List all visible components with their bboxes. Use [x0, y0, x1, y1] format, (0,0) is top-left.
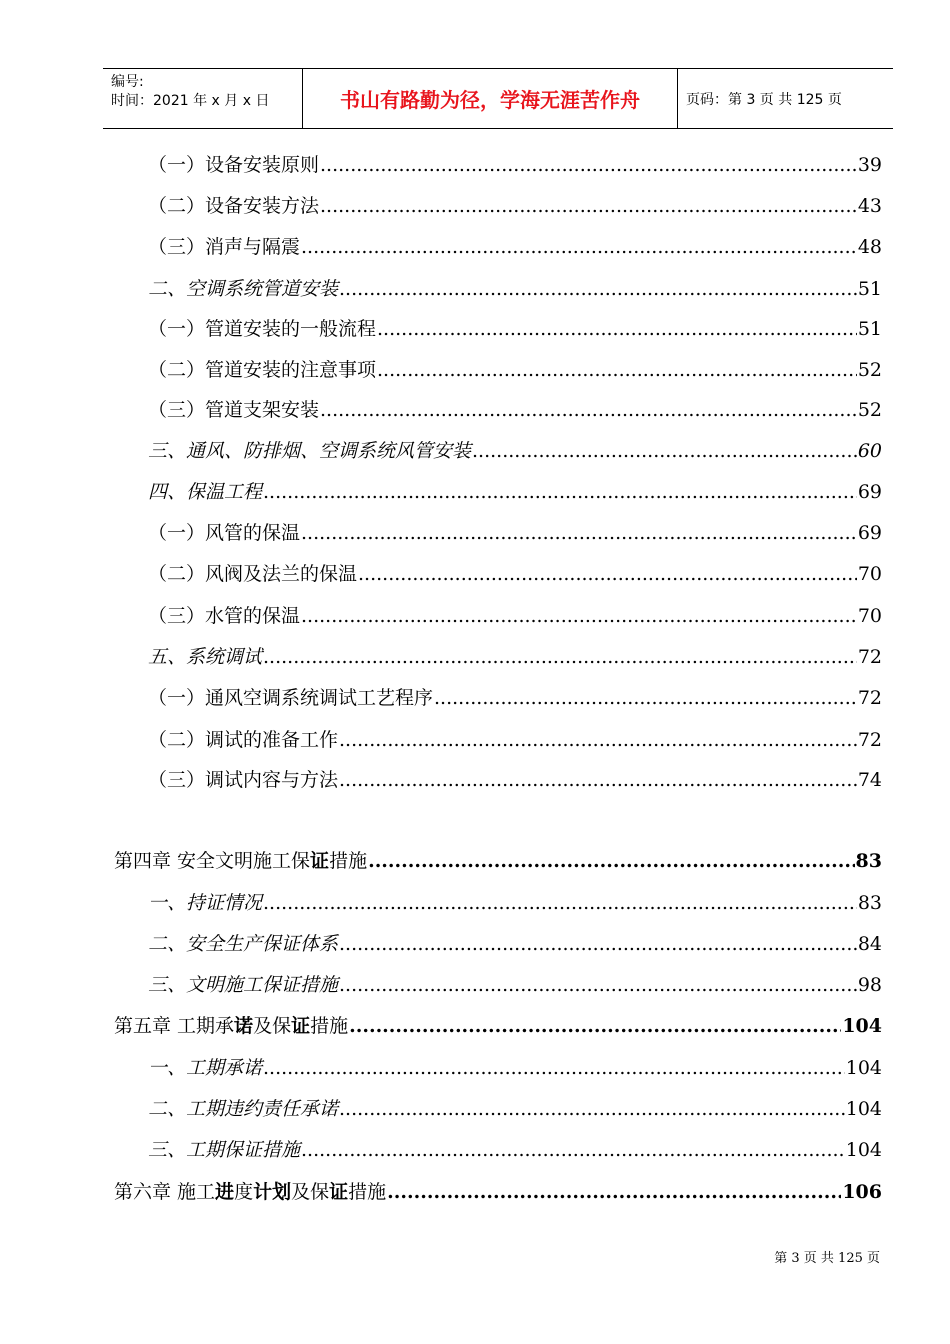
- toc-entry[interactable]: 五、系统调试 ..... 72: [148, 644, 882, 670]
- header-motto: 书山有路勤为径，学海无涯苦作舟: [303, 69, 678, 128]
- toc-entry[interactable]: 一、工期承诺 ..... 104: [148, 1055, 882, 1081]
- toc-entry[interactable]: 二、空调系统管道安装 ..... 51: [148, 276, 882, 302]
- toc-entry[interactable]: 四、保温工程 ..... 69: [148, 479, 882, 505]
- page-header: [103, 68, 893, 129]
- toc-entry[interactable]: 三、文明施工保证措施 ..... 98: [148, 972, 882, 998]
- toc-entry[interactable]: （一）通风空调系统调试工艺程序 ..... 72: [148, 685, 882, 711]
- toc-entry[interactable]: 三、工期保证措施 ..... 104: [148, 1137, 882, 1163]
- toc-chapter[interactable]: 第五章 工期承诺及保证措施 ..... 104: [114, 1013, 882, 1039]
- toc-entry[interactable]: 二、安全生产保证体系 ..... 84: [148, 931, 882, 957]
- toc-entry[interactable]: （二）调试的准备工作 ..... 72: [148, 727, 882, 753]
- toc-entry[interactable]: 一、持证情况 ..... 83: [148, 890, 882, 916]
- toc-entry[interactable]: （二）管道安装的注意事项 ..... 52: [148, 357, 882, 383]
- toc-entry[interactable]: 二、工期违约责任承诺 ..... 104: [148, 1096, 882, 1122]
- toc-entry[interactable]: 三、通风、防排烟、空调系统风管安装 ..... 60: [148, 438, 882, 464]
- document-time: 时间：2021 年 x 月 x 日: [111, 93, 270, 109]
- toc-entry[interactable]: （三）管道支架安装 ..... 52: [148, 397, 882, 423]
- toc-entry[interactable]: （二）风阀及法兰的保温 ..... 70: [148, 561, 882, 587]
- document-number-label: 编号:: [111, 74, 144, 90]
- toc-entry[interactable]: （一）风管的保温 ..... 69: [148, 520, 882, 546]
- toc-chapter[interactable]: 第四章 安全文明施工保证措施 ..... 83: [114, 848, 882, 874]
- page-footer: 第 3 页 共 125 页: [774, 1251, 880, 1266]
- toc-entry[interactable]: （三）水管的保温 ..... 70: [148, 603, 882, 629]
- toc-chapter[interactable]: 第六章 施工进度计划及保证措施 ..... 106: [114, 1179, 882, 1205]
- header-page-info: 页码：第 3 页 共 125 页: [686, 91, 842, 108]
- toc-entry[interactable]: （三）调试内容与方法 ..... 74: [148, 767, 882, 793]
- toc-entry[interactable]: （三）消声与隔震 ..... 48: [148, 234, 882, 260]
- toc-entry[interactable]: （一）设备安装原则 ..... 39: [148, 152, 882, 178]
- header-meta: [103, 69, 303, 128]
- toc-entry[interactable]: （二）设备安装方法 ..... 43: [148, 193, 882, 219]
- toc-entry[interactable]: （一）管道安装的一般流程 ..... 51: [148, 316, 882, 342]
